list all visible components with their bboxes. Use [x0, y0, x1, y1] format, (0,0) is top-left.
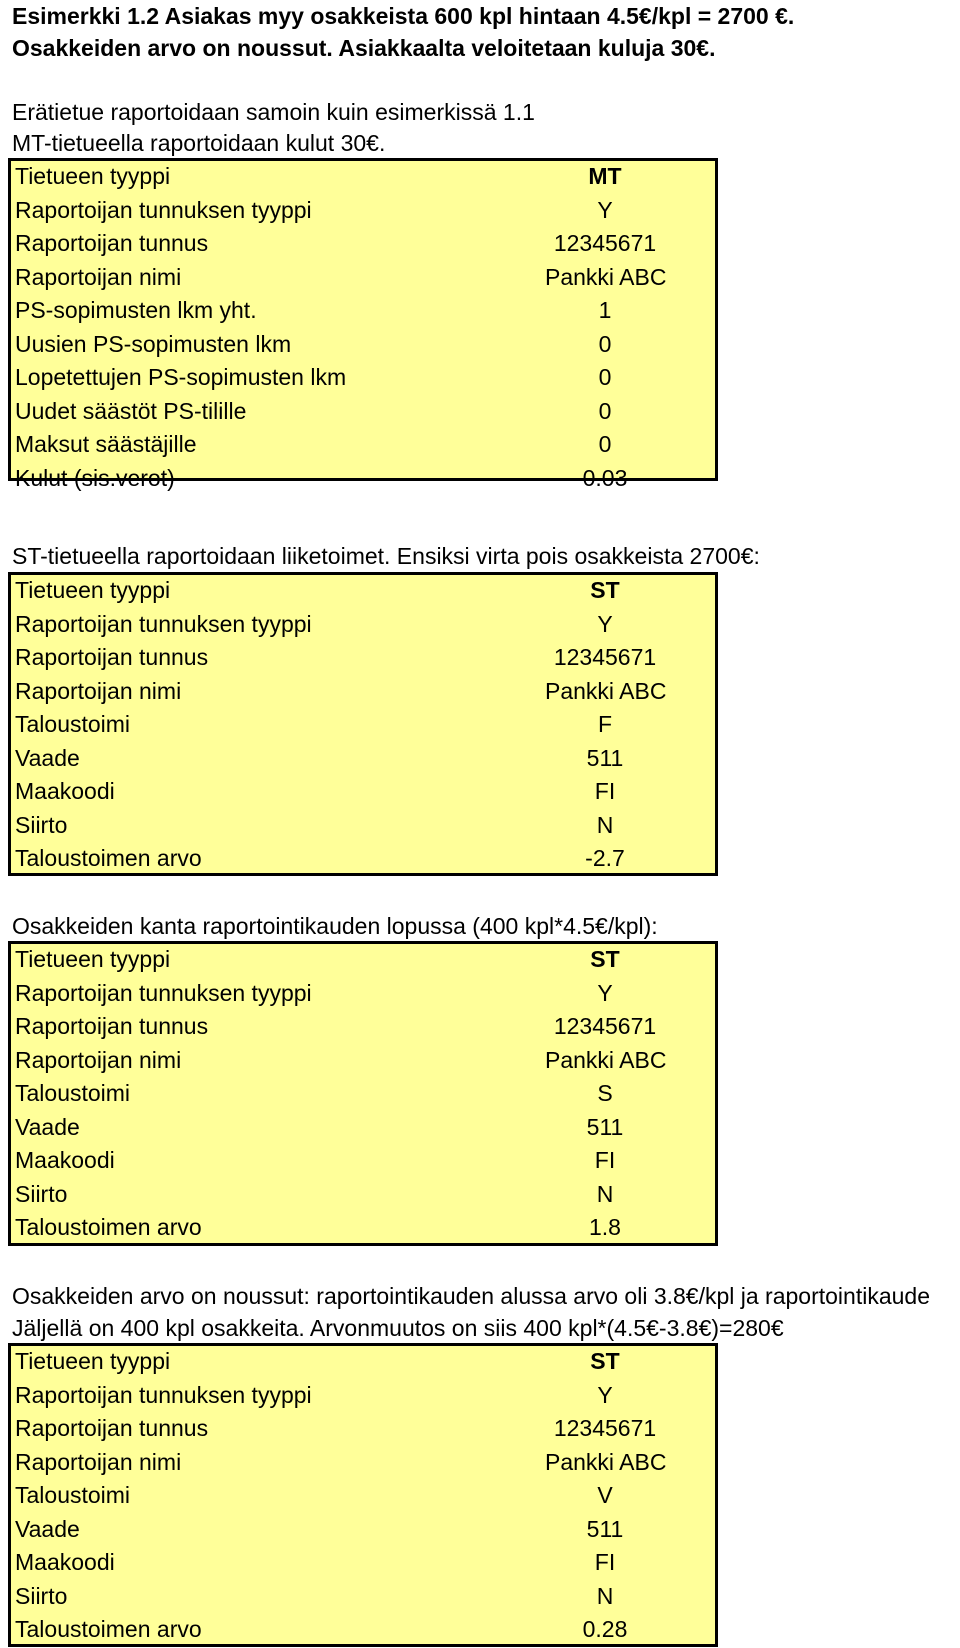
st1-label-reporter-id-type: Raportoijan tunnuksen tyyppi: [15, 610, 312, 637]
mt-value-ended-contracts: 0: [598, 364, 612, 390]
st1-label-claim: Vaade: [15, 744, 80, 771]
st1-label-record-type: Tietueen tyyppi: [15, 577, 171, 603]
st1-label-reporter-id: Raportoijan tunnus: [15, 644, 209, 670]
st2-value-transaction-value: 1.8: [589, 1214, 621, 1240]
st2-value-claim: 511: [586, 1113, 624, 1140]
st2-row-country-code: [11, 1145, 715, 1179]
st3-row-transaction-value: [11, 1614, 715, 1648]
st3-value-claim: 511: [586, 1515, 624, 1542]
mt-label-record-type: Tietueen tyyppi: [15, 163, 171, 189]
st1-value-transaction: F: [597, 711, 613, 737]
mt-value-reporter-id: 12345671: [553, 230, 657, 256]
mt-row-contracts-total: [11, 295, 715, 329]
st2-row-reporter-name: [11, 1045, 715, 1079]
mt-value-costs: 0.03: [582, 464, 628, 491]
st2-intro: Osakkeiden kanta raportointikauden lopussa (400 kpl*4.5€/kpl):: [12, 913, 658, 939]
mt-value-reporter-id-type: Y: [597, 196, 613, 223]
st3-value-reporter-id: 12345671: [553, 1415, 657, 1441]
mt-value-payments: 0: [598, 431, 612, 457]
st2-row-transaction: [11, 1078, 715, 1112]
st1-row-claim: [11, 743, 715, 777]
mt-label-ended-contracts: Lopetettujen PS-sopimusten lkm: [15, 364, 347, 390]
st1-row-country-code: [11, 776, 715, 810]
st1-row-transaction: [11, 709, 715, 743]
st2-label-claim: Vaade: [15, 1113, 80, 1140]
st1-label-transaction-value: Taloustoimen arvo: [15, 845, 202, 871]
st3-value-reporter-name: Pankki ABC: [545, 1448, 667, 1475]
st1-label-country-code: Maakoodi: [15, 778, 115, 804]
st3-row-claim: [11, 1514, 715, 1548]
st2-row-claim: [11, 1112, 715, 1146]
batch-record-note: Erätietue raportoidaan samoin kuin esimerkissä 1.1: [12, 99, 535, 125]
mt-row-ended-contracts: [11, 362, 715, 396]
mt-row-record-type: [11, 161, 715, 195]
st3-row-reporter-id-type: [11, 1380, 715, 1414]
mt-value-reporter-name: Pankki ABC: [545, 263, 667, 290]
st3-row-country-code: [11, 1547, 715, 1581]
st2-record-table: [8, 941, 718, 1246]
st2-row-record-type: [11, 944, 715, 978]
mt-value-record-type: MT: [588, 163, 622, 189]
st1-label-transaction: Taloustoimi: [15, 711, 131, 737]
st1-value-transaction-value: -2.7: [585, 845, 625, 871]
st1-intro: ST-tietueella raportoidaan liiketoimet. Ensiksi virta pois osakkeista 2700€:: [12, 543, 760, 569]
mt-label-reporter-id-type: Raportoijan tunnuksen tyyppi: [15, 196, 312, 223]
st1-row-transaction-value: [11, 843, 715, 877]
mt-value-new-savings: 0: [598, 397, 612, 424]
st1-value-reporter-id-type: Y: [597, 610, 613, 637]
st1-row-reporter-id-type: [11, 609, 715, 643]
st2-row-reporter-id: [11, 1011, 715, 1045]
st1-value-country-code: FI: [594, 778, 616, 804]
st2-row-transfer: [11, 1179, 715, 1213]
st2-row-reporter-id-type: [11, 978, 715, 1012]
mt-label-payments: Maksut säästäjille: [15, 431, 197, 457]
st1-row-reporter-id: [11, 642, 715, 676]
st3-label-record-type: Tietueen tyyppi: [15, 1348, 171, 1374]
mt-row-costs: [11, 463, 715, 497]
st3-intro-line2: Jäljellä on 400 kpl osakkeita. Arvonmuutos on siis 400 kpl*(4.5€-3.8€)=280€: [12, 1315, 784, 1341]
mt-row-reporter-name: [11, 262, 715, 296]
mt-record-note: MT-tietueella raportoidaan kulut 30€.: [12, 130, 386, 156]
st3-label-transfer: Siirto: [15, 1582, 68, 1609]
st1-row-record-type: [11, 575, 715, 609]
st3-value-transfer: N: [596, 1582, 614, 1609]
st3-value-reporter-id-type: Y: [597, 1381, 613, 1408]
mt-label-costs: Kulut (sis.verot): [15, 464, 175, 491]
st3-label-transaction: Taloustoimi: [15, 1482, 131, 1508]
st3-label-reporter-id: Raportoijan tunnus: [15, 1415, 209, 1441]
st2-value-transaction: S: [597, 1080, 613, 1106]
st2-label-country-code: Maakoodi: [15, 1147, 115, 1173]
st3-row-record-type: [11, 1346, 715, 1380]
st1-value-transfer: N: [596, 811, 614, 838]
mt-row-reporter-id: [11, 228, 715, 262]
st1-value-claim: 511: [586, 744, 624, 771]
st3-label-country-code: Maakoodi: [15, 1549, 115, 1575]
st3-value-record-type: ST: [590, 1348, 620, 1374]
st3-row-reporter-id: [11, 1413, 715, 1447]
st2-value-country-code: FI: [594, 1147, 616, 1173]
st3-label-claim: Vaade: [15, 1515, 80, 1542]
st3-value-transaction: V: [597, 1482, 613, 1508]
st3-label-transaction-value: Taloustoimen arvo: [15, 1616, 202, 1642]
st3-label-reporter-id-type: Raportoijan tunnuksen tyyppi: [15, 1381, 312, 1408]
st1-row-reporter-name: [11, 676, 715, 710]
st3-value-transaction-value: 0.28: [582, 1616, 628, 1642]
mt-value-contracts-total: 1: [598, 297, 612, 323]
example-title-line2: Osakkeiden arvo on noussut. Asiakkaalta veloitetaan kuluja 30€.: [12, 35, 716, 61]
st1-value-reporter-id: 12345671: [553, 644, 657, 670]
mt-record-table: [8, 158, 718, 491]
st3-row-transfer: [11, 1581, 715, 1615]
mt-label-reporter-id: Raportoijan tunnus: [15, 230, 209, 256]
st2-label-reporter-name: Raportoijan nimi: [15, 1046, 182, 1073]
mt-label-new-contracts: Uusien PS-sopimusten lkm: [15, 330, 292, 357]
st2-value-transfer: N: [596, 1180, 614, 1207]
st2-value-reporter-id: 12345671: [553, 1013, 657, 1039]
st1-value-record-type: ST: [590, 577, 620, 603]
mt-row-new-savings: [11, 396, 715, 430]
mt-row-new-contracts: [11, 329, 715, 363]
st2-label-transaction-value: Taloustoimen arvo: [15, 1214, 202, 1240]
mt-label-new-savings: Uudet säästöt PS-tilille: [15, 397, 247, 424]
st2-value-reporter-name: Pankki ABC: [545, 1046, 667, 1073]
st2-value-reporter-id-type: Y: [597, 979, 613, 1006]
st1-row-transfer: [11, 810, 715, 844]
st2-label-transfer: Siirto: [15, 1180, 68, 1207]
st2-value-record-type: ST: [590, 946, 620, 972]
st3-label-reporter-name: Raportoijan nimi: [15, 1448, 182, 1475]
st2-label-transaction: Taloustoimi: [15, 1080, 131, 1106]
st1-label-reporter-name: Raportoijan nimi: [15, 677, 182, 704]
mt-value-new-contracts: 0: [598, 330, 612, 357]
st3-row-reporter-name: [11, 1447, 715, 1481]
st1-value-reporter-name: Pankki ABC: [545, 677, 667, 704]
mt-label-reporter-name: Raportoijan nimi: [15, 263, 182, 290]
st1-record-table: [8, 572, 718, 876]
example-title-line1: Esimerkki 1.2 Asiakas myy osakkeista 600 kpl hintaan 4.5€/kpl = 2700 €.: [12, 3, 795, 29]
mt-row-payments: [11, 429, 715, 463]
mt-label-contracts-total: PS-sopimusten lkm yht.: [15, 297, 257, 323]
st2-label-reporter-id: Raportoijan tunnus: [15, 1013, 209, 1039]
mt-row-reporter-id-type: [11, 195, 715, 229]
st3-record-table: [8, 1343, 718, 1647]
st1-label-transfer: Siirto: [15, 811, 68, 838]
st2-label-reporter-id-type: Raportoijan tunnuksen tyyppi: [15, 979, 312, 1006]
st2-row-transaction-value: [11, 1212, 715, 1246]
st2-label-record-type: Tietueen tyyppi: [15, 946, 171, 972]
st3-row-transaction: [11, 1480, 715, 1514]
st3-value-country-code: FI: [594, 1549, 616, 1575]
st3-intro-line1: Osakkeiden arvo on noussut: raportointikauden alussa arvo oli 3.8€/kpl ja raportointikaude: [12, 1283, 931, 1309]
